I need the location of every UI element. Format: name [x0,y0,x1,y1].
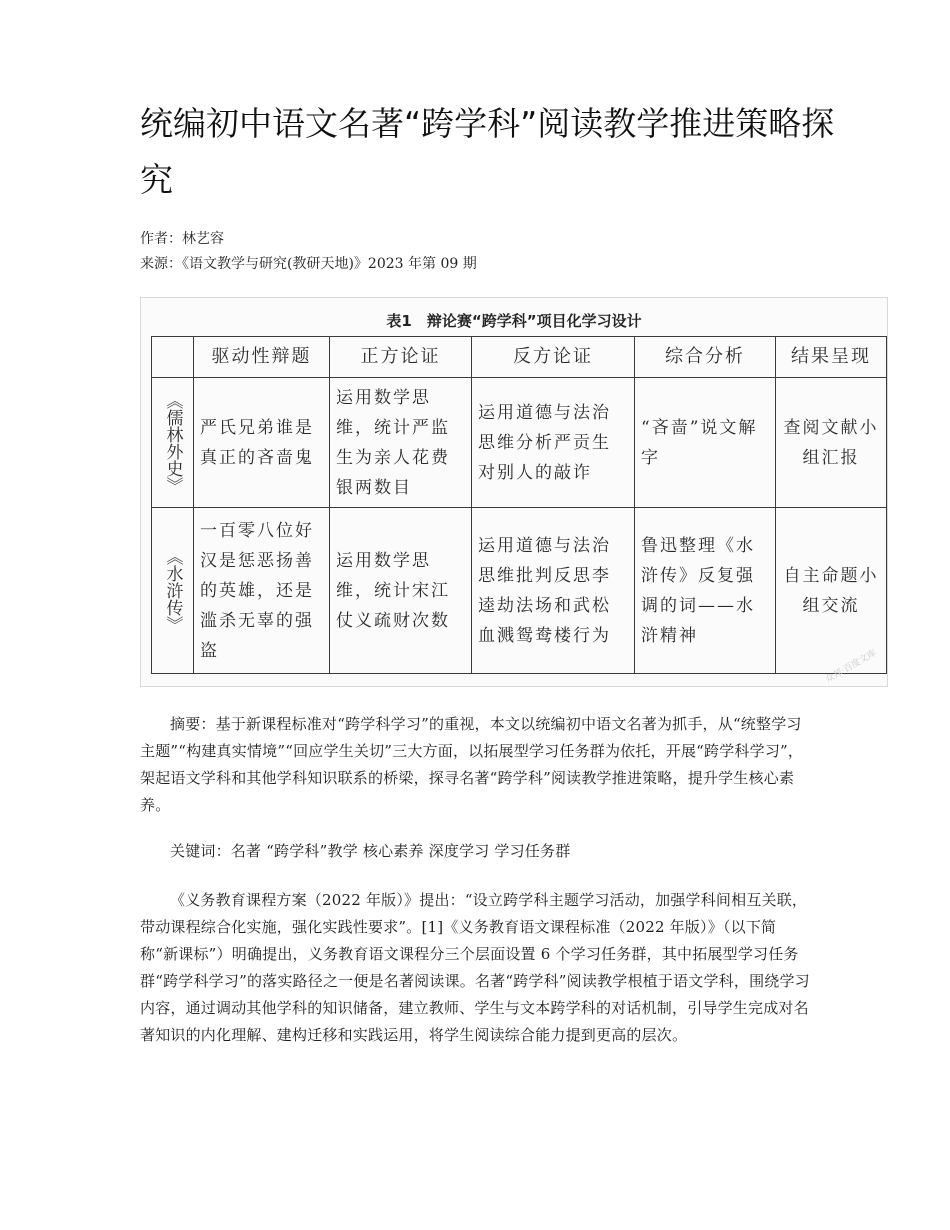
result-cell: 查阅文献小组汇报 [776,378,887,508]
topic-cell: 一百零八位好汉是惩恶扬善的英雄，还是滥杀无辜的强盗 [194,508,330,674]
table-row [152,378,887,508]
analysis-cell: “吝啬”说文解字 [635,378,776,508]
header-cell [152,337,194,378]
author-line [140,229,224,249]
pro-argument-cell: 运用数学思维，统计宋江仗义疏财次数 [330,508,472,674]
book-title-cell: 《水浒传》 [152,508,194,674]
header-cell: 驱动性辩题 [194,337,330,378]
author-name: 林艺容 [182,231,224,247]
source-label: 来源： [140,256,182,272]
result-cell: 自主命题小组交流 [776,508,887,674]
con-argument-cell: 运用道德与法治思维分析严贡生对别人的敲诈 [472,378,635,508]
header-cell: 结果呈现 [776,337,887,378]
table-caption: 表1 辩论赛“跨学科”项目化学习设计 [386,312,642,330]
header-cell: 反方论证 [472,337,635,378]
header-cell: 综合分析 [635,337,776,378]
author-label: 作者： [140,231,182,247]
pro-argument-cell: 运用数学思维，统计严监生为亲人花费银两数目 [330,378,472,508]
table-header-row [152,337,887,378]
keywords-paragraph: 关键词：名著 “跨学科”教学 核心素养 深度学习 学习任务群 [170,842,571,860]
page-title: 统编初中语文名著“跨学科”阅读教学推进策略探究 [140,104,835,199]
book-title-cell: 《儒林外史》 [152,378,194,508]
table-figure [140,297,888,687]
project-learning-table [151,336,887,674]
watermark: 众邦·百度文库 [824,648,879,686]
header-cell: 正方论证 [330,337,472,378]
analysis-cell: 鲁迅整理《水浒传》反复强调的词——水浒精神 [635,508,776,674]
source-line [140,254,477,274]
topic-cell: 严氏兄弟谁是真正的吝啬鬼 [194,378,330,508]
table-row [152,508,887,674]
source-journal: 《语文教学与研究(教研天地)》2023 年第 09 期 [182,256,477,272]
con-argument-cell: 运用道德与法治思维批判反思李逵劫法场和武松血溅鸳鸯楼行为 [472,508,635,674]
abstract-paragraph: 摘要：基于新课程标准对“跨学科学习”的重视，本文以统编初中语文名著为抓手，从“统整学习主题”“构建真实情境”“回应学生关切”三大方面，以拓展型学习任务群为依托，开展“跨学科学习”，架起语文学科和其他学科知识联系的桥梁，探寻名著“跨学科”阅读教学推进策略，提升学生核心素养。 [140,715,804,814]
body-paragraph: 《义务教育课程方案（2022 年版）》提出：“设立跨学科主题学习活动，加强学科间相互关联，带动课程综合化实施，强化实践性要求”。[1]《义务教育语文课程标准（2022 年版）》（以下简称“新课标”）明确提出，义务教育语文课程分三个层面设置 6 个学习任务群，其中拓展型学习任务群“跨学科学习”的落实路径之一便是名著阅读课。名著“跨学科”阅读教学根植于语文学科，围绕学习内容，通过调动其他学科的知识储备，建立教师、学生与文本跨学科的对话机制，引导学生完成对名著知识的内化理解、建构迁移和实践运用，将学生阅读综合能力提到更高的层次。 [140,891,810,1044]
